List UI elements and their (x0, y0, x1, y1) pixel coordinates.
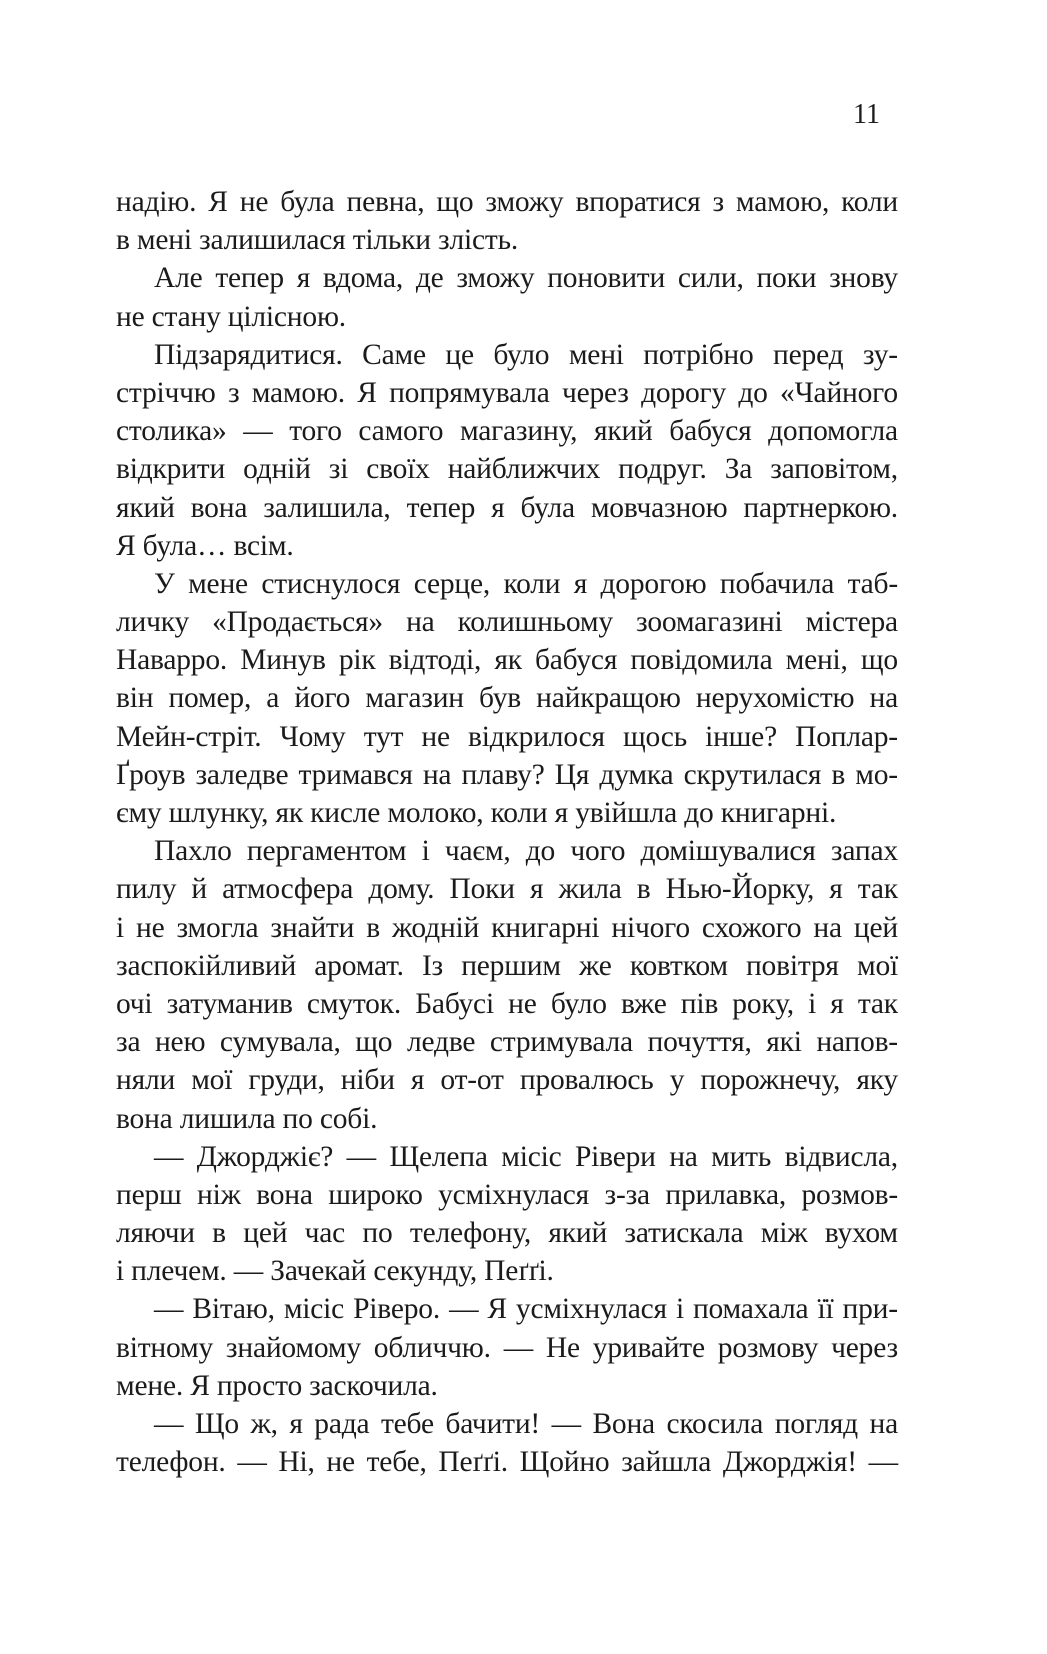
word: попрямувала (389, 376, 550, 409)
word: року, (732, 987, 794, 1020)
word: груди, (248, 1064, 325, 1097)
word: Поплар- (795, 720, 898, 753)
text-line (116, 374, 898, 412)
word: усміхнулася (438, 1178, 590, 1211)
text-line (116, 1443, 898, 1481)
word: У (154, 567, 175, 600)
word: ніж (197, 1178, 241, 1211)
word: бачити! (445, 1408, 541, 1440)
word: змогла (176, 911, 259, 944)
text-line (116, 1176, 898, 1214)
word: на (869, 1408, 898, 1440)
word: няли (116, 1064, 176, 1097)
word: погляд (774, 1408, 858, 1440)
word: — (154, 1293, 184, 1326)
text-line (116, 450, 898, 488)
word: прилавка, (665, 1178, 787, 1211)
word: що (860, 644, 898, 677)
word: пергаментом (246, 835, 407, 868)
word: домішувалися (640, 835, 816, 868)
word: не (136, 911, 165, 944)
word: і (808, 987, 817, 1020)
word: між (760, 1217, 808, 1250)
word: поновити (547, 262, 666, 295)
word: зі (328, 453, 349, 486)
word: знову (829, 262, 898, 295)
word: його (294, 682, 351, 715)
word: Нью-Йорку, (665, 873, 815, 906)
word: я (296, 262, 311, 295)
text-line (116, 985, 898, 1023)
word: на (406, 606, 435, 639)
word: було (550, 987, 607, 1020)
text-line (116, 336, 898, 374)
text-line (116, 679, 898, 717)
word: Але (154, 262, 203, 295)
word: вухом (824, 1217, 898, 1250)
word: першим (461, 949, 561, 982)
word: місіс (283, 1293, 345, 1326)
word: на (813, 911, 842, 944)
word: мамою, (735, 186, 830, 218)
word: чаєм, (444, 835, 511, 868)
word: смуток. (306, 987, 401, 1020)
word: жодній (391, 911, 480, 944)
text-line (116, 183, 898, 221)
word: найближчих (447, 453, 601, 486)
word: жила (558, 873, 622, 906)
word: Поки (449, 873, 515, 906)
word: так (857, 873, 898, 906)
word: її (817, 1293, 834, 1326)
word: широко (328, 1178, 423, 1211)
word: «Продається» (212, 606, 383, 639)
text-line (116, 1214, 898, 1252)
word: Пеґґі. (438, 1446, 508, 1479)
word: Я (208, 186, 228, 218)
word: ковтком (629, 949, 728, 982)
word: так (857, 987, 898, 1020)
word: чого (570, 835, 626, 868)
word: заповітом, (770, 453, 898, 486)
text-line (116, 1405, 898, 1443)
word: впоратися (575, 186, 701, 218)
word: Ріверо. (353, 1293, 441, 1326)
word: я (529, 873, 544, 906)
word: тебе, (366, 1446, 427, 1479)
word: дорогою (600, 567, 707, 600)
word: була (520, 491, 575, 524)
word: до (738, 376, 768, 409)
word: запах (830, 835, 898, 868)
word: магазин (365, 682, 464, 715)
word: зможу (456, 262, 535, 295)
word: й (191, 873, 207, 906)
word: тримався (298, 758, 413, 791)
word: скосила (666, 1408, 764, 1440)
word: розмову (717, 1331, 819, 1364)
word: дорогу (641, 376, 727, 409)
word: заледве (195, 758, 289, 791)
text-line: не стану цілісною. (116, 300, 346, 333)
word: які (766, 1026, 802, 1059)
text-line (116, 565, 898, 603)
word: я (830, 987, 844, 1020)
word: телефону, (409, 1217, 532, 1250)
word: і (421, 835, 430, 868)
word: Я (357, 376, 377, 409)
word: вона (190, 491, 248, 524)
word: ледве (406, 1026, 476, 1059)
word: стріччю (116, 376, 216, 409)
word: тепер (406, 491, 476, 524)
word: залишила, (263, 491, 391, 524)
text-line (116, 909, 898, 947)
word: Ні, (278, 1446, 315, 1479)
word: личку (116, 606, 190, 639)
word: Минув (240, 644, 326, 677)
word: телефон. (116, 1446, 226, 1479)
page-number: 11 (853, 99, 880, 130)
word: Щелепа (389, 1140, 488, 1173)
word: поки (756, 262, 817, 295)
text-line (116, 870, 898, 908)
word: не (239, 186, 269, 218)
word: цей (853, 911, 898, 944)
word: — (154, 1408, 184, 1440)
word: я (289, 1408, 303, 1440)
word: сумувала, (219, 1026, 341, 1059)
word: відкрити (116, 453, 226, 486)
word: у (669, 1064, 685, 1097)
word: на (869, 682, 898, 715)
word: уривайте (592, 1331, 705, 1364)
word: ж, (250, 1408, 278, 1440)
text-line: вона лишила по собі. (116, 1102, 378, 1135)
word: і (675, 1293, 684, 1326)
word: в (212, 1217, 226, 1250)
word: мої (191, 1064, 233, 1097)
word: як (494, 644, 522, 677)
word: Вона (592, 1408, 655, 1440)
word: мої (856, 949, 898, 982)
word: була (280, 186, 335, 218)
word: на (422, 758, 452, 791)
word: за (116, 1026, 141, 1059)
text-line (116, 1138, 898, 1176)
word: ніби (340, 1064, 395, 1097)
word: колишньому (457, 606, 613, 639)
word: зу- (862, 338, 898, 371)
word: повідомила (630, 644, 773, 677)
word: Джорджія! (722, 1446, 857, 1479)
word: затискала (624, 1217, 744, 1250)
word: подруг. (618, 453, 707, 486)
word: Мейн-стріт. (116, 720, 262, 753)
word: в (831, 758, 846, 791)
word: по (362, 1217, 393, 1250)
word: час (304, 1217, 346, 1250)
word: в (636, 873, 651, 906)
word: Що (194, 1408, 239, 1440)
word: бабуся (534, 644, 618, 677)
word: пів (680, 987, 719, 1020)
word: яку (856, 1064, 898, 1097)
text-line: мене. Я просто заскочила. (116, 1369, 438, 1402)
word: почуття, (647, 1026, 752, 1059)
word: повітря (745, 949, 839, 982)
word: він (116, 682, 154, 715)
word: своїх (366, 453, 430, 486)
word: був (479, 682, 522, 715)
word: — (154, 1140, 184, 1173)
word: — (503, 1331, 534, 1364)
word: розмов- (801, 1178, 898, 1211)
text-line: єму шлунку, як кисле молоко, коли я увійшла до книгарні. (116, 797, 837, 829)
word: Бабусі (415, 987, 494, 1020)
word: мені, (785, 644, 848, 677)
word: самого (358, 415, 444, 448)
word: — (449, 1293, 479, 1326)
word: коли (503, 567, 561, 600)
word: Саме (362, 338, 426, 371)
word: який (593, 415, 653, 448)
word: Рівери (574, 1140, 656, 1173)
word: помахала (692, 1293, 809, 1326)
word: це (445, 338, 474, 371)
word: який (548, 1217, 608, 1250)
word: аромат. (314, 949, 404, 982)
word: бабуся (669, 415, 752, 448)
word: не (326, 1446, 355, 1479)
word: того (289, 415, 342, 448)
word: цей (243, 1217, 288, 1250)
text-line (116, 603, 898, 641)
word: мить (711, 1140, 772, 1173)
word: зайшла (621, 1446, 712, 1479)
word: вона (256, 1178, 313, 1211)
text-line (116, 641, 898, 679)
word: За (724, 453, 753, 486)
word: вітному (116, 1331, 214, 1364)
word: «Чайного (780, 376, 898, 409)
text-line (116, 947, 898, 985)
word: дому. (368, 873, 435, 906)
word: який (116, 491, 175, 524)
word: певна, (346, 186, 425, 218)
word: що (436, 186, 474, 218)
word: щось (623, 720, 687, 753)
text-line (116, 756, 898, 794)
word: Вітаю, (192, 1293, 275, 1326)
word: мені (568, 338, 624, 371)
word: нерухомістю (695, 682, 855, 715)
word: столика» (116, 415, 227, 448)
word: тебе (380, 1408, 434, 1440)
word: очі (116, 987, 153, 1020)
word: побачила (719, 567, 835, 600)
word: же (578, 949, 612, 982)
word: з (227, 376, 240, 409)
word: я (573, 567, 588, 600)
word: рік (338, 644, 376, 677)
word: — (243, 415, 273, 448)
word: магазину, (459, 415, 578, 448)
word: — (868, 1446, 898, 1479)
word: затуманив (166, 987, 293, 1020)
word: Пахло (154, 835, 232, 868)
word: найкращою (536, 682, 681, 715)
word: я (491, 491, 505, 524)
word: скрутилася (683, 758, 822, 791)
word: Чому (279, 720, 346, 753)
text-line: і плечем. — Зачекай секунду, Пеґґі. (116, 1255, 554, 1288)
word: перед (773, 338, 844, 371)
word: порожнечу, (700, 1064, 841, 1097)
word: серце, (413, 567, 491, 600)
word: стримувала (489, 1026, 633, 1059)
text-line: Я була… всім. (116, 529, 294, 562)
word: — (237, 1446, 267, 1479)
word: думка (599, 758, 674, 791)
word: відтоді, (388, 644, 482, 677)
word: на (669, 1140, 698, 1173)
text-line (116, 832, 898, 870)
word: Ця (554, 758, 590, 791)
text-line (116, 1329, 898, 1367)
word: — (551, 1408, 581, 1440)
word: Джорджіє? (196, 1140, 334, 1173)
body-text-block (116, 183, 898, 1481)
word: мовчазною (590, 491, 728, 524)
word: і (116, 911, 124, 944)
word: мене (188, 567, 248, 600)
word: нею (154, 1026, 206, 1059)
word: до (525, 835, 556, 868)
word: відкрилося (468, 720, 605, 753)
word: книгарні (491, 911, 600, 944)
word: плаву? (461, 758, 545, 791)
word: а (266, 682, 280, 715)
text-line (116, 1061, 898, 1099)
word: де (415, 262, 444, 295)
word: нічого (611, 911, 690, 944)
word: зоомагазині (636, 606, 783, 639)
word: мо- (855, 758, 898, 791)
word: вдома, (322, 262, 404, 295)
word: атмосфера (222, 873, 354, 906)
word: мамою. (251, 376, 345, 409)
word: — (346, 1140, 376, 1173)
word: одній (243, 453, 311, 486)
text-line: в мені залишилася тільки злість. (116, 224, 519, 257)
word: що (355, 1026, 393, 1059)
word: не (421, 720, 450, 753)
word: через (561, 376, 629, 409)
word: відвисла, (784, 1140, 898, 1173)
word: тепер (215, 262, 284, 295)
word: потрібно (643, 338, 754, 371)
word: знайомому (225, 1331, 361, 1364)
word: Щойно (519, 1446, 610, 1479)
word: я (829, 873, 843, 906)
text-line (116, 1290, 898, 1328)
word: партнеркою. (743, 491, 898, 524)
word: містера (805, 606, 898, 639)
word: обличчю. (373, 1331, 491, 1364)
text-line (116, 412, 898, 450)
word: помер, (168, 682, 252, 715)
word: тут (363, 720, 404, 753)
word: провалюсь (519, 1064, 654, 1097)
word: надію. (116, 186, 197, 218)
word: Із (421, 949, 444, 982)
word: було (493, 338, 550, 371)
word: от-от (440, 1064, 504, 1097)
word: з-за (604, 1178, 650, 1211)
word: допомогла (768, 415, 898, 448)
word: стиснулося (261, 567, 401, 600)
word: через (831, 1331, 898, 1364)
word: сили, (677, 262, 744, 295)
word: Підзарядитися. (154, 338, 343, 371)
word: Наварро. (116, 644, 228, 677)
word: усміхнулася (515, 1293, 667, 1326)
word: схожого (701, 911, 802, 944)
word: рада (314, 1408, 370, 1440)
text-line (116, 259, 898, 297)
word: знайти (270, 911, 355, 944)
word: Я (487, 1293, 507, 1326)
word: коли (841, 186, 898, 218)
word: зможу (485, 186, 564, 218)
word: інше? (705, 720, 777, 753)
word: місіс (501, 1140, 562, 1173)
word: з (712, 186, 724, 218)
text-line (116, 718, 898, 756)
word: Не (545, 1331, 580, 1364)
text-line (116, 1023, 898, 1061)
word: вже (621, 987, 667, 1020)
word: таб- (847, 567, 898, 600)
word: заспокійливий (116, 949, 297, 982)
text-line (116, 489, 898, 527)
word: Ґроув (116, 758, 186, 791)
word: пилу (116, 873, 177, 906)
word: не (508, 987, 537, 1020)
word: напов- (816, 1026, 898, 1059)
word: ляючи (116, 1217, 195, 1250)
word: я (410, 1064, 425, 1097)
word: перш (116, 1178, 182, 1211)
word: в (366, 911, 380, 944)
word: при- (842, 1293, 898, 1326)
